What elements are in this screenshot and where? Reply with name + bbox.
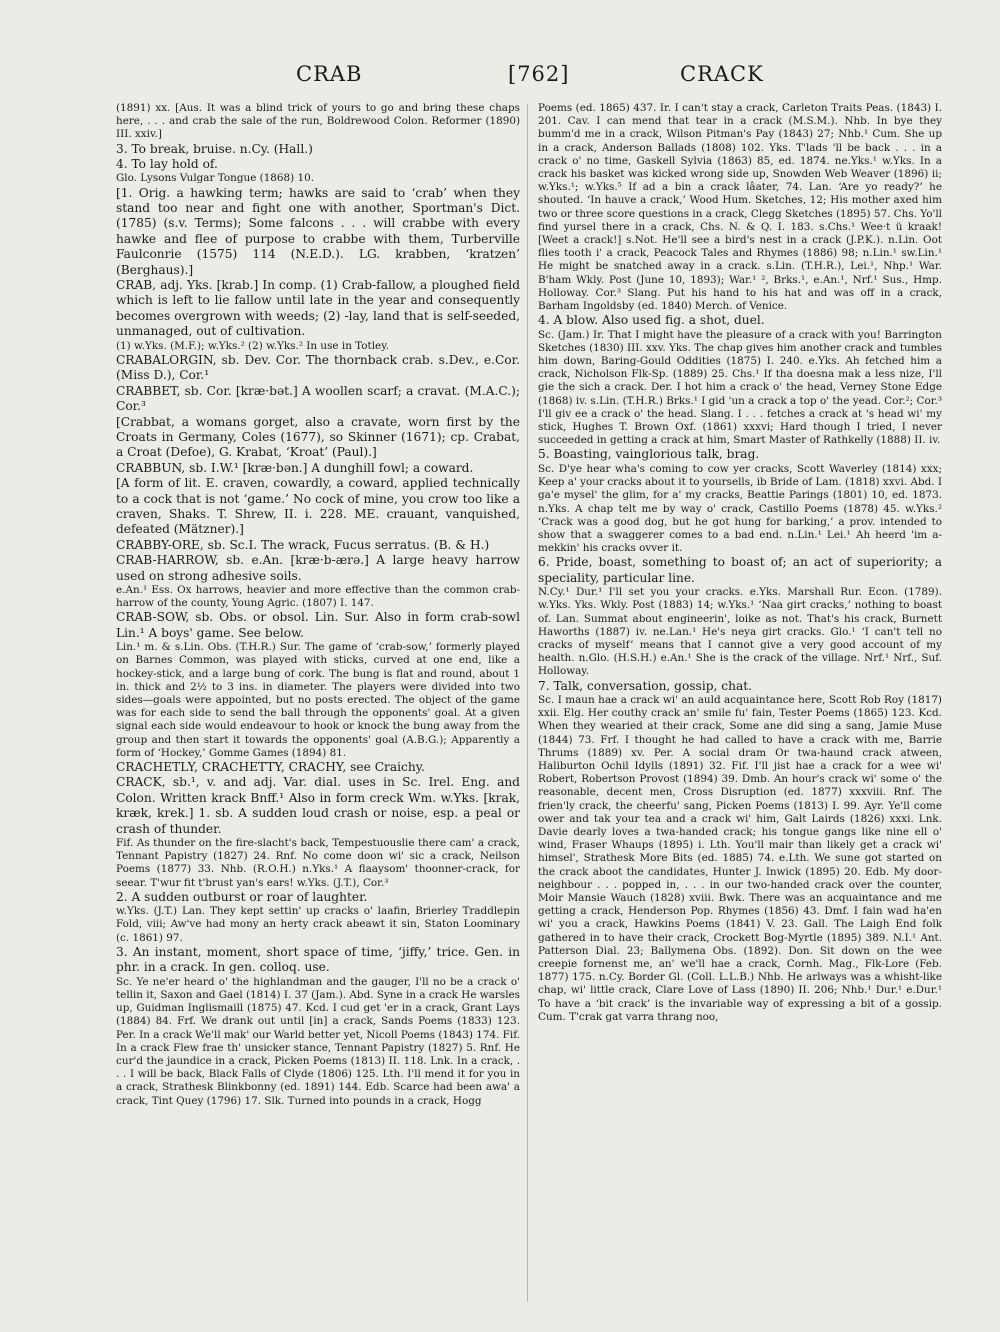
entry-paragraph: CRABALORGIN, sb. Dev. Cor. The thornback crab. s.Dev., e.Cor. (Miss D.), Cor.¹ [116, 352, 520, 383]
entry-paragraph: [A form of lit. E. craven, cowardly, a coward, applied technically to a cock that is not ‘game.’ No cock of mine, you crow too like a craven, Shaks. T. Shrew, II. i. 228. ME. crauant, vanquished, defeated (Mätzner).] [116, 476, 520, 537]
page-number: [762] [508, 62, 570, 86]
entry-paragraph: CRAB-SOW, sb. Obs. or obsol. Lin. Sur. Also in form crab-sowl Lin.¹ A boys' game. See below. [116, 610, 520, 640]
entry-paragraph: CRACHETLY, CRACHETTY, CRACHY, see Craichy. [116, 760, 425, 775]
entry-paragraph: Glo. Lysons Vulgar Tongue (1868) 10. [116, 172, 315, 185]
entry-paragraph: CRAB, adj. Yks. [krab.] In comp. (1) Crab-fallow, a ploughed field which is left to lie fallow until late in the year and consequently becomes overgrown with weeds; (2) -lay, land that is self-seeded, unmanaged, out of cultivation. [116, 278, 520, 339]
entry-paragraph: 4. A blow. Also used fig. a shot, duel. [538, 313, 765, 328]
page-header [0, 62, 1000, 92]
entry-paragraph: N.Cy.¹ Dur.¹ I'll set you your cracks. e.Yks. Marshall Rur. Econ. (1789). w.Yks. Yks. Wkly. Post (1883) 14; w.Yks.¹ ‘Naa girt cracks,’ nothing to boast of. Lan. Summat about engineerin', loike as not. That's his crack, Burnett Haworths (1887) iv. ne.Lan.¹ He's neya girt cracks. Glo.¹ ‘I can't tell no cracks of myself’ means that I cannot give a very good account of my health. n.Glo. (H.S.H.) e.An.¹ She is the crack of the village. Nrf.¹ Nrf., Suf. Holloway. [538, 586, 942, 678]
left-column [116, 102, 520, 1314]
entry-paragraph: [1. Orig. a hawking term; hawks are said to ‘crab’ when they stand too near and fight one with another, Sportman's Dict. (1785) (s.v. Terms); Some falcons . . . will crabbe with every hawke and flee of purpose to crabbe with them, Turberville Faulconrie (1575) 114 (N.E.D.). LG. krabben, ‘kratzen’ (Berghaus).] [116, 185, 520, 277]
entry-paragraph: (1891) xx. [Aus. It was a blind trick of yours to go and bring these chaps here, . . . and crab the sale of the run, Boldrewood Colon. Reformer (1890) III. xxiv.] [116, 102, 520, 141]
entry-paragraph: (1) w.Yks. (M.F.); w.Yks.² (2) w.Yks.² In use in Totley. [116, 339, 390, 352]
right-running-headword: CRACK [680, 62, 764, 86]
entry-paragraph: 2. A sudden outburst or roar of laughter. [116, 889, 368, 904]
entry-paragraph: CRAB-HARROW, sb. e.An. [kræ·b-ærə.] A large heavy harrow used on strong adhesive soils. [116, 553, 520, 583]
entry-paragraph: CRABBET, sb. Cor. [kræ·bət.] A woollen scarf; a cravat. (M.A.C.); Cor.³ [116, 383, 520, 414]
entry-paragraph: e.An.¹ Ess. Ox harrows, heavier and more effective than the common crab-harrow of the county, Young Agric. (1807) I. 147. [116, 583, 520, 610]
entry-paragraph: 6. Pride, boast, something to boast of; an act of superiority; a speciality, particular line. [538, 555, 942, 585]
column-divider [527, 104, 528, 1302]
entry-paragraph: Poems (ed. 1865) 437. Ir. I can't stay a crack, Carleton Traits Peas. (1843) I. 201. Cav. I can mend that tear in a crack (M.S.M.). Nhb. In bye they bumm'd me in a crack, Wilson Pitman's Pay (1843) 27; Nhb.¹ Cum. She up in a crack, Anderson Ballads (1808) 102. Yks. T'lads 'll be back . . . in a crack o' no time, Gaskell Sylvia (1863) 85, ed. 1874. ne.Yks.¹ w.Yks. In a crack his basket was kicked wrong side up, Snowden Web Weaver (1896) ii; w.Yks.¹; w.Yks.⁵ If ad a bin a crack lâater, 74. Lan. ‘Are yo ready?’ he shouted. ‘In hauve a crack,’ Wood Hum. Sketches, 12; His mother axed him two or three score questions in a crack, Clegg Sketches (1895) 57. Chs. Yo'll find yursel there in a crack, Chs. N. & Q. I. 183. s.Chs.¹ Wee·t ü kraak! [Weet a crack!] s.Not. He'll see a bird's nest in a crack (J.P.K.). n.Lin. Oot flies tooth i' a crack, Peacock Tales and Rhymes (1886) 98; n.Lin.¹ sw.Lin.¹ He might be snatched away in a crack. s.Lin. (T.H.R.), Lei.¹, Nhp.¹ War. B'ham Wkly. Post (June 10, 1893); War.¹ ², Brks.¹, e.An.¹, Nrf.¹ Sus., Hmp. Holloway. Cor.³ Slang. Put his hand to his hat and was off in a crack, Barham Ingoldsby (ed. 1840) Merch. of Venice. [538, 102, 942, 313]
right-column [538, 102, 942, 1314]
entry-paragraph: Sc. (Jam.) Ir. That I might have the pleasure of a crack with you! Barrington Sketches (1830) III. xxv. Yks. The chap gives him another crack and tumbles him down, Baring-Gould Oddities (1875) I. 240. e.Yks. Ah fetched him a crack, Nicholson Flk-Sp. (1889) 25. Chs.¹ If tha doesna mak a less nize, I'll gie the sich a crack. Der. I hot him a crack o' the head, Verney Stone Edge (1868) iv. s.Lin. (T.H.R.) Brks.¹ I gid 'un a crack a top o' the yead. Cor.²; Cor.³ I'll giv ee a crack o' the head. Slang. I . . . fetches a crack at 's head wi' my stick, Hughes T. Brown Oxf. (1861) xxxvi; Hard though I tried, I never succeeded in getting a crack at him, Smart Master of Rathkelly (1888) II. iv. [538, 328, 942, 447]
entry-paragraph: [Crabbat, a womans gorget, also a cravate, worn first by the Croats in Germany, Coles (1677), so Skinner (1671); cp. Crabat, a Croat (Defoe), G. Krabat, ‘Kroat’ (Paul).] [116, 414, 520, 460]
entry-paragraph: CRABBUN, sb. I.W.¹ [kræ·bən.] A dunghill fowl; a coward. [116, 460, 474, 475]
entry-paragraph: Lin.¹ m. & s.Lin. Obs. (T.H.R.) Sur. The game of ‘crab-sow,’ formerly played on Barnes Common, was played with sticks, curved at one end, like a hockey-stick, and a large bung of cork. The bung is flat and round, about 1 in. thick and 2½ to 3 ins. in diameter. The players were divided into two sides—goals were appointed, but no posts erected. The object of the game was for each side to send the ball through the opponents' goal. At a given signal each side would endeavour to hook or knock the bung away from the group and then start it towards the opponents' goal (A.B.G.); Apparently a form of ‘Hockey,’ Gomme Games (1894) 81. [116, 641, 520, 759]
entry-paragraph: CRABBY-ORE, sb. Sc.I. The wrack, Fucus serratus. (B. & H.) [116, 537, 490, 552]
entry-paragraph: 4. To lay hold of. [116, 157, 218, 172]
entry-paragraph: w.Yks. (J.T.) Lan. They kept settin' up cracks o' laafin, Brierley Traddlepin Fold, viii; Aw've had mony an herty crack abeawt it sin, Staton Loominary (c. 1861) 97. [116, 905, 520, 944]
entry-paragraph: Fif. As thunder on the fire-slacht's back, Tempestuouslie there cam' a crack, Tennant Papistry (1827) 24. Rnf. No come doon wi' sic a crack, Neilson Poems (1877) 33. Nhb. (R.O.H.) n.Yks.¹ A flaaysom' thoonner-crack, for seear. T'wur fit t'brust yan's ears! w.Yks. (J.T.), Cor.³ [116, 837, 520, 889]
entry-paragraph: Sc. I maun hae a crack wi' an auld acquaintance here, Scott Rob Roy (1817) xxii. Elg. Her couthy crack an' smile fu' fain, Tester Poems (1865) 123. Kcd. When they wearied at their crack, Some ane did sing a sang, Jamie Muse (1844) 73. Frf. I thought he had called to have a crack with me, Barrie Thrums (1889) xv. Per. A social dram Or twa-haund crack atween, Haliburton Ochil Idylls (1891) 32. Fif. I'll jist hae a crack for a wee wi' Robert, Robertson Provost (1894) 39. Dmb. An hour's crack wi' some o' the reasonable, decent men, Cross Disruption (ed. 1877) xxxviii. Rnf. The frien'ly crack, the cheerfu' sang, Picken Poems (1813) I. 99. Ayr. Ye'll come ower and tak your tea and a crack wi' him, Galt Lairds (1826) xxxi. Lnk. Davie dearly loves a twa-handed crack; his tongue gangs like nine ell o' wind, Fraser Whaups (1895) i. Lth. You'll mair than likely get a crack wi' himsel', Strathesk More Bits (ed. 1885) 74. e.Lth. We sune got started on the crack aboot the candidates, Hunter J. Inwick (1895) 20. Edb. My door-neighbour . . . popped in, . . . in our two-handed crack over the counter, Moir Mansie Wauch (1828) xviii. Bwk. There was an acquaintance and me getting a crack, Henderson Pop. Rhymes (1856) 43. Dmf. I fain wad ha'en wi' you a crack, Hawkins Poems (1841) V. 23. Gall. The Laigh End folk gathered in to have their crack, Crockett Bog-Myrtle (1895) 389. N.I.¹ Ant. Patterson Dial. 23; Ballymena Obs. (1892). Don. Sit down on the wee creepie fornenst me, an' we'll hae a crack, Cornh. Mag., Flk-Lore (Feb. 1877) 175. n.Cy. Border Gl. (Coll. L.L.B.) Nhb. He arlways was a whisht-like chap, wi' little crack, Clare Love of Lass (1890) II. 206; Nhb.¹ Dur.¹ e.Dur.¹ To have a ‘bit crack’ is the invariable way of expressing a bit of a gossip. Cum. T'crak gat varra thrang noo, [538, 693, 942, 1023]
entry-paragraph: Sc. Ye ne'er heard o' the highlandman and the gauger, I'll no be a crack o' tellin it, Saxon and Gael (1814) I. 37 (Jam.). Abd. Syne in a crack He warsles up, Guidman Inglismaill (1875) 47. Kcd. I cud get 'er in a crack, Grant Lays (1884) 84. Frf. We drank out until [in] a crack, Sands Poems (1833) 123. Per. In a crack We'll mak' our Warld better yet, Nicoll Poems (1843) 174. Fif. In a crack Flew frae th' unsicker stance, Tennant Papistry (1827) 5. Rnf. He cur'd the jaundice in a crack, Picken Poems (1813) II. 118. Lnk. In a crack, . . . I will be back, Black Falls of Clyde (1806) 125. Lth. I'll mend it for you in a crack, Strathesk Blinkbonny (ed. 1891) 144. Edb. Scarce had been awa' a crack, Tint Quey (1796) 17. Slk. Turned into pounds in a crack, Hogg [116, 975, 520, 1107]
entry-paragraph: 7. Talk, conversation, gossip, chat. [538, 678, 752, 693]
entry-paragraph: CRACK, sb.¹, v. and adj. Var. dial. uses in Sc. Irel. Eng. and Colon. Written krack Bnff.¹ Also in form creck Wm. w.Yks. [krak, kræk, krek.] 1. sb. A sudden loud crash or noise, esp. a peal or crash of thunder. [116, 775, 520, 836]
entry-paragraph: 5. Boasting, vainglorious talk, brag. [538, 447, 760, 462]
entry-paragraph: Sc. D'ye hear wha's coming to cow yer cracks, Scott Waverley (1814) xxx; Keep a' your cracks about it to yoursells, ib Bride of Lam. (1818) xxvi. Abd. I ga'e mysel' the glim, for a' my cracks, Beattie Parings (1801) 10, ed. 1873. n.Yks. A chap telt me by way o' crack, Castillo Poems (1878) 45. w.Yks.² ‘Crack was a good dog, but he got hung for barking,’ a prov. intended to show that a swaggerer comes to a bad end. n.Lin.¹ Lei.¹ Ah heerd 'im a-mekkin' his cracks ovver it. [538, 462, 942, 555]
entry-paragraph: 3. An instant, moment, short space of time, ‘jiffy,’ trice. Gen. in phr. in a crack. In gen. colloq. use. [116, 944, 520, 975]
left-running-headword: CRAB [296, 62, 363, 86]
entry-paragraph: 3. To break, bruise. n.Cy. (Hall.) [116, 141, 313, 156]
